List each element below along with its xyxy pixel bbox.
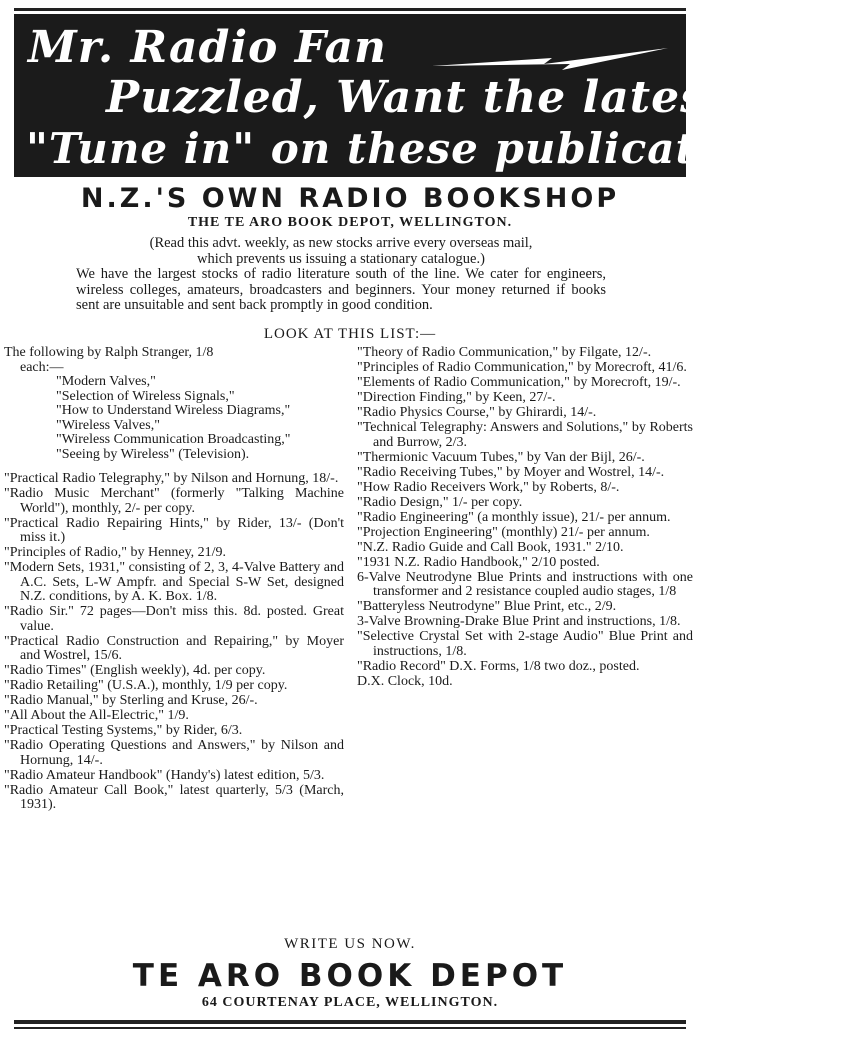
book-listing: "Radio Music Merchant" (formerly "Talking Machine World"), monthly, 2/- per copy. xyxy=(4,486,344,516)
depot-subtitle: THE TE ARO BOOK DEPOT, WELLINGTON. xyxy=(187,215,513,230)
book-listing: "Practical Testing Systems," by Rider, 6/3. xyxy=(4,723,243,738)
book-listing: "Direction Finding," by Keen, 27/-. xyxy=(357,390,556,405)
book-listing: "Practical Radio Telegraphy," by Nilson and Hornung, 18/-. xyxy=(4,471,339,486)
stranger-each: each:— xyxy=(20,359,64,375)
book-listing: "1931 N.Z. Radio Handbook," 2/10 posted. xyxy=(357,554,600,570)
book-listing: "Elements of Radio Communication," by Morecroft, 19/-. xyxy=(357,375,681,390)
book-listing: "Radio Times" (English weekly), 4d. per copy. xyxy=(4,663,266,678)
intro-line-2: which prevents us issuing a stationary catalogue.) xyxy=(197,250,485,267)
stranger-block xyxy=(4,346,344,462)
intro-body: We have the largest stocks of radio literature south of the line. We cater for engineers, wireless colleges, amateurs, broadcasters and beginners. Your money returned if books sent are unsuitable and sent back promptly in good condition. xyxy=(76,266,606,313)
shop-title: N.Z.'S OWN RADIO BOOKSHOP xyxy=(80,183,620,214)
bottom-rule-thin xyxy=(14,1027,686,1029)
book-listing: "Radio Amateur Handbook" (Handy's) latest edition, 5/3. xyxy=(4,767,325,783)
banner-line-2: Puzzled, Want the latest? xyxy=(106,72,754,123)
left-column xyxy=(4,346,344,813)
book-listing: "Theory of Radio Communication," by Filgate, 12/-. xyxy=(357,345,652,360)
right-column xyxy=(357,346,693,690)
stranger-title: "Selection of Wireless Signals," xyxy=(56,388,235,404)
intro-line-1: (Read this advt. weekly, as new stocks arrive every overseas mail, xyxy=(149,235,533,251)
write-us-now: WRITE US NOW. xyxy=(284,936,416,952)
stranger-title: "How to Understand Wireless Diagrams," xyxy=(56,403,291,418)
top-rule xyxy=(14,8,686,11)
stranger-intro: The following by Ralph Stranger, 1/8 xyxy=(4,345,214,360)
footer-depot-title: TE ARO BOOK DEPOT xyxy=(132,958,568,994)
banner-line-3: "Tune in" on these publications at xyxy=(26,124,862,173)
stranger-title: "Modern Valves," xyxy=(56,374,156,389)
stranger-title: "Seeing by Wireless" (Television). xyxy=(56,446,250,462)
book-listing: "Thermionic Vacuum Tubes," by Van der Bijl, 26/-. xyxy=(357,449,645,465)
list-heading: LOOK AT THIS LIST:— xyxy=(263,326,437,342)
book-listing: "Radio Physics Course," by Ghirardi, 14/-. xyxy=(357,405,597,420)
intro-paragraph xyxy=(76,236,606,314)
stranger-title: "Wireless Communication Broadcasting," xyxy=(56,432,291,447)
footer-address: 64 COURTENAY PLACE, WELLINGTON. xyxy=(201,995,499,1010)
book-listing: "All About the All-Electric," 1/9. xyxy=(4,708,189,723)
book-listing: "Radio Amateur Call Book," latest quarterly, 5/3 (March, 1931). xyxy=(4,782,344,812)
book-listing: 6-Valve Neutrodyne Blue Prints and instructions with one transformer and 2 resistance coupled audio stages, 1/8 xyxy=(357,569,693,599)
book-listing: "Radio Receiving Tubes," by Moyer and Wostrel, 14/-. xyxy=(357,464,665,480)
book-listing: "Principles of Radio Communication," by Morecroft, 41/6. xyxy=(357,360,687,375)
book-listing: "How Radio Receivers Work," by Roberts, 8/-. xyxy=(357,479,620,495)
book-listing: "Selective Crystal Set with 2-stage Audio" Blue Print and instructions, 1/8. xyxy=(357,629,693,659)
book-listing: "Batteryless Neutrodyne" Blue Print, etc., 2/9. xyxy=(357,599,617,614)
book-listing: "Modern Sets, 1931," consisting of 2, 3, 4-Valve Battery and A.C. Sets, L-W Ampfr. and Special S-W Set, designed N.Z. conditions, by A. K. Box. 1/8. xyxy=(4,560,344,604)
book-listing: "Projection Engineering" (monthly) 21/- per annum. xyxy=(357,524,650,540)
book-listing: "Practical Radio Repairing Hints," by Rider, 13/- (Don't miss it.) xyxy=(4,515,344,545)
stranger-title: "Wireless Valves," xyxy=(56,417,160,433)
banner-line-1: Mr. Radio Fan xyxy=(28,22,388,73)
book-listing: "Radio Design," 1/- per copy. xyxy=(357,494,523,510)
book-listing: "Radio Retailing" (U.S.A.), monthly, 1/9 per copy. xyxy=(4,678,288,693)
book-listing: "Radio Manual," by Sterling and Kruse, 26/-. xyxy=(4,693,258,708)
book-listing: "Radio Engineering" (a monthly issue), 21/- per annum. xyxy=(357,509,671,525)
book-listing: D.X. Clock, 10d. xyxy=(357,673,453,689)
book-listing: "N.Z. Radio Guide and Call Book, 1931." 2/10. xyxy=(357,539,624,555)
bottom-rule xyxy=(14,1020,686,1024)
book-listing: "Practical Radio Construction and Repairing," by Moyer and Wostrel, 15/6. xyxy=(4,633,344,663)
book-listing: "Radio Operating Questions and Answers," by Nilson and Hornung, 14/-. xyxy=(4,738,344,768)
book-listing: "Radio Record" D.X. Forms, 1/8 two doz., posted. xyxy=(357,658,640,674)
book-listing: "Technical Telegraphy: Answers and Solutions," by Roberts and Burrow, 2/3. xyxy=(357,420,693,450)
book-listing: "Radio Sir." 72 pages—Don't miss this. 8d. posted. Great value. xyxy=(4,604,344,634)
headline-banner xyxy=(14,14,862,177)
book-listing: 3-Valve Browning-Drake Blue Print and instructions, 1/8. xyxy=(357,614,681,629)
book-listing: "Principles of Radio," by Henney, 21/9. xyxy=(4,545,227,560)
